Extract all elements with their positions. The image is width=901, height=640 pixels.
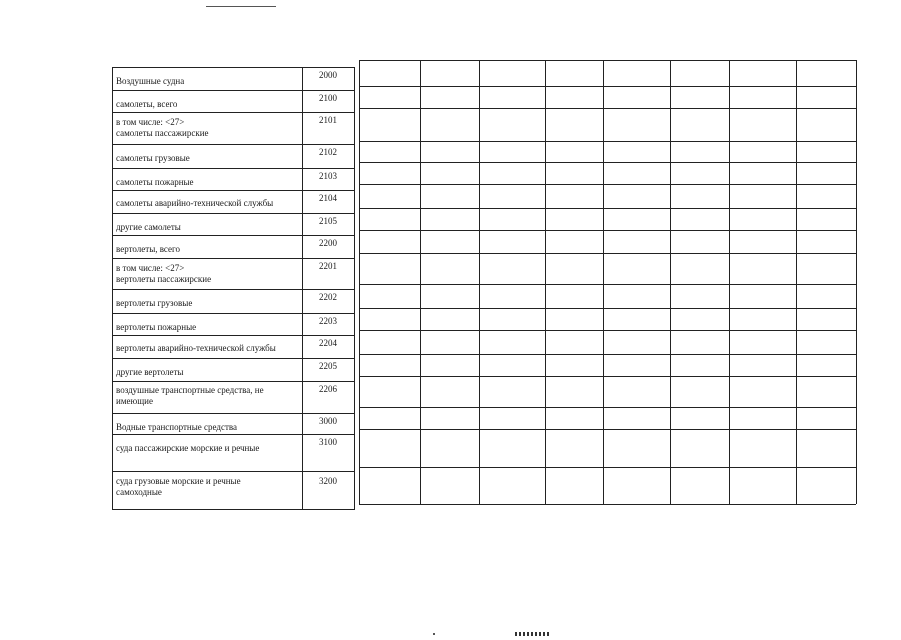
- row-code: 2205: [319, 361, 337, 371]
- row-code: 2100: [319, 93, 337, 103]
- scan-artifact-bottom: [515, 632, 551, 636]
- row-label: самолеты аварийно-технической службы: [116, 198, 274, 208]
- row-label: самолеты пожарные: [116, 177, 194, 187]
- row-code: 2203: [319, 316, 337, 326]
- row-code: 2201: [319, 261, 337, 271]
- row-label: вертолеты аварийно-технической службы: [116, 343, 276, 353]
- row-label: вертолеты пожарные: [116, 322, 197, 332]
- row-code: 2101: [319, 115, 337, 125]
- row-code: 2202: [319, 292, 337, 302]
- scan-artifact-top: [206, 6, 276, 7]
- row-code: 2102: [319, 147, 337, 157]
- row-code: 2200: [319, 238, 337, 248]
- row-code: 3200: [319, 476, 337, 486]
- scan-dot: [433, 633, 435, 635]
- row-label: Водные транспортные средства: [116, 422, 238, 432]
- row-label: воздушные транспортные средства, не имеющие: [116, 385, 264, 406]
- row-label: в том числе: <27> самолеты пассажирские: [116, 117, 209, 138]
- row-label: другие вертолеты: [116, 367, 184, 377]
- row-code: 3100: [319, 437, 337, 447]
- row-label: вертолеты, всего: [116, 244, 180, 254]
- row-code: 2204: [319, 338, 337, 348]
- row-label: другие самолеты: [116, 222, 181, 232]
- row-label: Воздушные судна: [116, 76, 185, 86]
- data-table: [112, 58, 857, 510]
- row-code: 2105: [319, 216, 337, 226]
- row-label: самолеты, всего: [116, 99, 178, 109]
- row-label: в том числе: <27> вертолеты пассажирские: [116, 263, 212, 284]
- row-label: суда грузовые морские и речные самоходные: [116, 476, 241, 497]
- row-label: вертолеты грузовые: [116, 298, 193, 308]
- row-code: 3000: [319, 416, 337, 426]
- row-code: 2206: [319, 384, 337, 394]
- row-code: 2103: [319, 171, 337, 181]
- row-code: 2000: [319, 70, 337, 80]
- row-label: суда пассажирские морские и речные: [116, 443, 260, 453]
- row-code: 2104: [319, 193, 337, 203]
- row-label: самолеты грузовые: [116, 153, 190, 163]
